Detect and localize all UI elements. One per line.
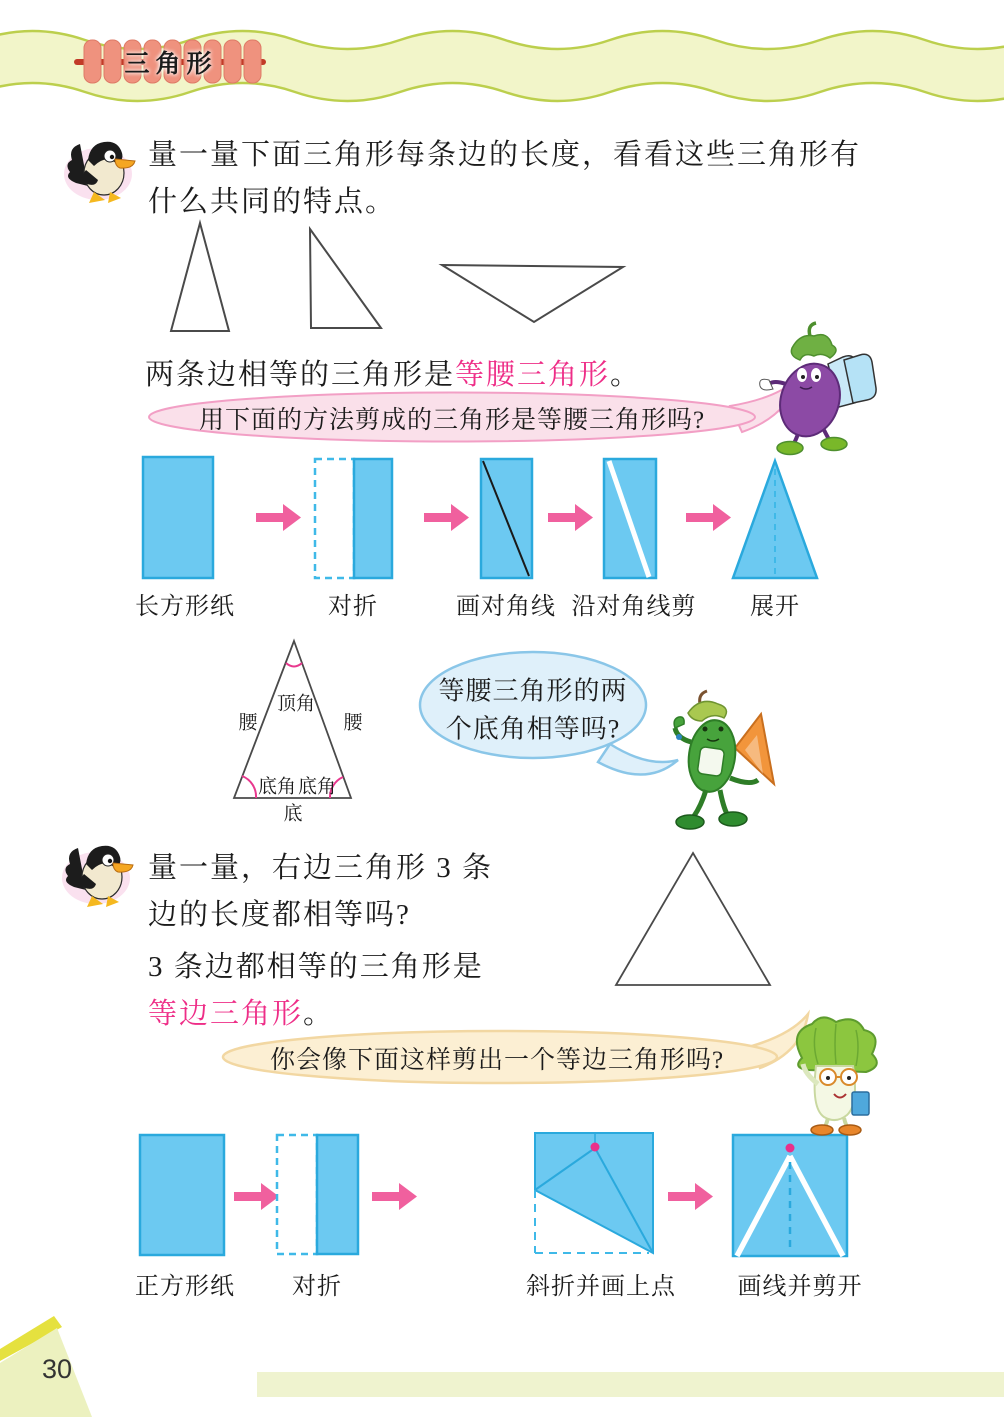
pea-icon (674, 691, 774, 829)
right-triangle (310, 229, 381, 328)
label-base-angle-right: 底角 (297, 776, 337, 798)
page-number: 30 (42, 1354, 73, 1384)
step-label-draw-cut: 画线并剪开 (737, 1274, 863, 1300)
duck-icon (62, 846, 133, 907)
step-label-square-paper: 正方形纸 (135, 1274, 235, 1300)
intro-line-2: 什么共同的特点。 (148, 186, 397, 218)
equilateral-folding-steps (140, 1133, 847, 1256)
isosceles-statement (145, 352, 641, 393)
draw-and-cut-step (733, 1135, 847, 1256)
page-title: 三角形 (124, 51, 218, 78)
orange-bubble-text: 你会像下面这样剪出一个等边三角形吗? (269, 1047, 725, 1074)
pink-bubble-text: 用下面的方法剪成的三角形是等腰三角形吗? (198, 407, 706, 434)
narrow-triangle (171, 223, 229, 331)
equilateral-triangle (616, 853, 770, 985)
inverted-triangle (442, 265, 623, 322)
label-base: 底 (283, 803, 303, 825)
intro-line-1: 量一量下面三角形每条边的长度，看看这些三角形有 (148, 139, 862, 171)
equilateral-line-3: 3 条边都相等的三角形是 (148, 951, 484, 983)
step-label-unfold: 展开 (750, 594, 800, 620)
statement-prefix: 两条边相等的三角形是 (145, 359, 456, 391)
eggplant-icon (760, 323, 876, 455)
sample-triangles (171, 223, 623, 331)
fold-and-dot-step (535, 1133, 653, 1253)
label-leg-left: 腰 (238, 712, 258, 734)
equilateral-term-line (148, 991, 334, 1032)
footer-decoration (0, 1316, 1004, 1417)
duck-icon (64, 142, 135, 203)
step-label-slant-fold-dot: 斜折并画上点 (526, 1274, 676, 1300)
step-label-cut-diagonal: 沿对角线剪 (571, 594, 697, 620)
blue-bubble-line-1: 等腰三角形的两 (438, 676, 628, 706)
label-leg-right: 腰 (343, 712, 363, 734)
blue-bubble-line-2: 个底角相等吗? (445, 714, 621, 744)
step-label-fold-2: 对折 (292, 1274, 342, 1300)
cabbage-icon (797, 1017, 877, 1135)
step-label-rect-paper: 长方形纸 (135, 594, 235, 620)
equilateral-term: 等边三角形 (148, 998, 304, 1030)
statement-suffix: 。 (610, 359, 642, 391)
equilateral-line-1: 量一量，右边三角形 3 条 (148, 852, 494, 884)
step-label-fold: 对折 (328, 594, 378, 620)
step-label-draw-diagonal: 画对角线 (456, 594, 556, 620)
equilateral-term-suffix: 。 (303, 998, 335, 1030)
isosceles-term: 等腰三角形 (455, 359, 611, 391)
isosceles-folding-steps (143, 457, 817, 578)
equilateral-line-2: 边的长度都相等吗? (148, 899, 411, 931)
label-vertex-angle: 顶角 (276, 693, 316, 715)
label-base-angle-left: 底角 (257, 776, 297, 798)
